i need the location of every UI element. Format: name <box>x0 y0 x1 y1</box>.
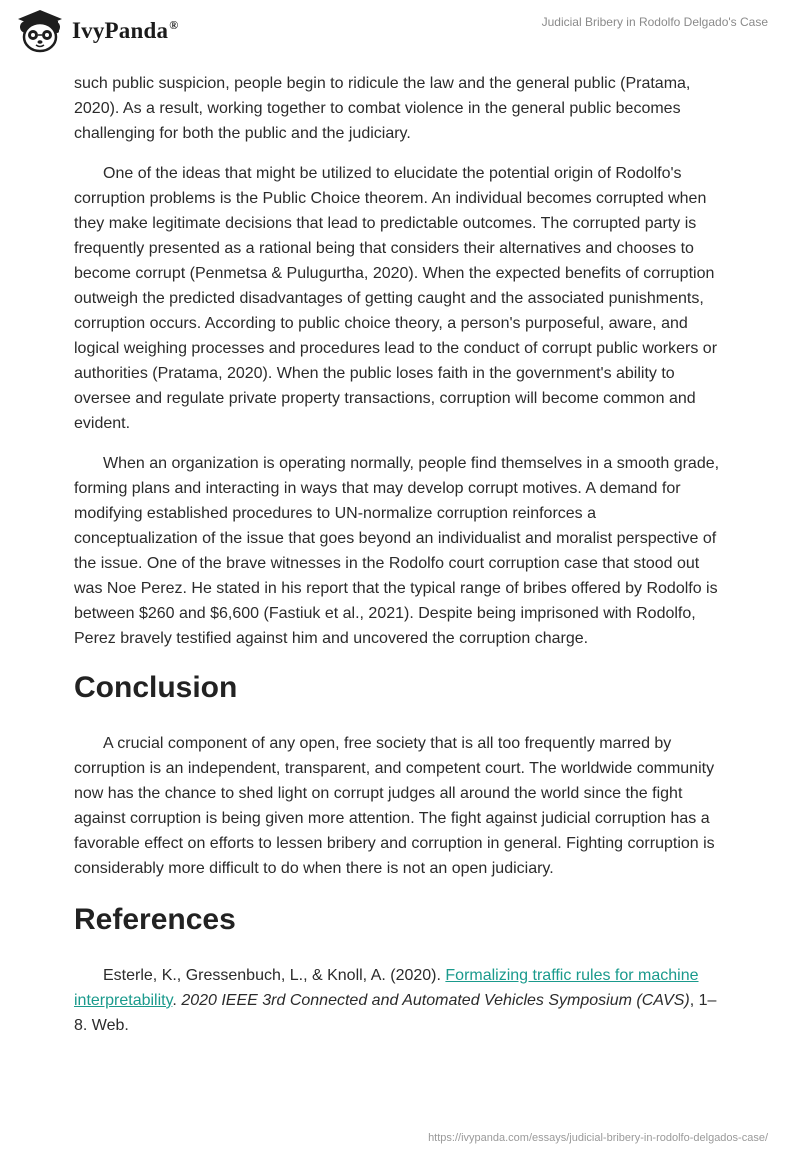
conclusion-paragraph: A crucial component of any open, free society that is all too frequently marred by corruption is an independent, transparent, and competent court. The worldwide community now has the chance to shed light on corrupt judges all around the world since the fight against corruption is being given more attention. The fight against judicial corruption has a favorable effect on efforts to lessen bribery and corruption in general. Fighting corruption is considerably more difficult to do when there is not an open judiciary. <box>74 735 715 877</box>
footer-url[interactable]: https://ivypanda.com/essays/judicial-bribery-in-rodolfo-delgados-case/ <box>428 1132 768 1144</box>
reference-venue: 2020 IEEE 3rd Connected and Automated Vehicles Symposium (CAVS) <box>181 992 690 1009</box>
reference-entry <box>74 963 724 1038</box>
conclusion-heading: Conclusion <box>74 671 238 704</box>
reference-separator: . <box>172 992 182 1009</box>
reference-link[interactable]: Formalizing traffic rules for machine interpretability <box>74 967 699 1009</box>
panda-graduate-icon <box>16 8 64 54</box>
article-body <box>74 71 724 1038</box>
reference-tail: , 1–8. Web. <box>74 992 717 1034</box>
document-title: Judicial Bribery in Rodolfo Delgado's Case <box>541 15 768 29</box>
paragraph-public-choice: One of the ideas that might be utilized to elucidate the potential origin of Rodolfo's corruption problems is the Public Choice theorem. An individual becomes corrupted when they make legitimate decisions that lead to predictable outcomes. The corrupted party is frequently presented as a rational being that considers their alternatives and chooses to become corrupt (Penmetsa & Pulugurtha, 2020). When the expected benefits of corruption outweigh the predicted disadvantages of getting caught and the associated punishments, corruption occurs. According to public choice theory, a person's purposeful, aware, and logical weighing processes and procedures lead to the conduct of corrupt public workers or authorities (Pratama, 2020). When the public loses faith in the government's ability to oversee and regulate private property transactions, corruption will become common and evident. <box>74 165 718 432</box>
reference-authors: Esterle, K., Gressenbuch, L., & Knoll, A. (2020). <box>103 967 446 984</box>
references-heading: References <box>74 903 236 936</box>
paragraph-organization: When an organization is operating normally, people find themselves in a smooth grade, forming plans and interacting in ways that may develop corrupt motives. A demand for modifying established procedures to UN-normalize corruption reinforces a conceptualization of the issue that goes beyond an individualist and moralist perspective of the issue. One of the brave witnesses in the Rodolfo court corruption case that stood out was Noe Perez. He stated in his report that the typical range of bribes offered by Rodolfo is between $260 and $6,600 (Fastiuk et al., 2021). Despite being imprisoned with Rodolfo, Perez bravely testified against him and uncovered the corruption charge. <box>74 455 720 647</box>
site-logo[interactable] <box>16 8 178 54</box>
brand-name: IvyPanda® <box>72 18 179 43</box>
paragraph-continued: such public suspicion, people begin to ridicule the law and the general public (Pratama, 2020). As a result, working together to combat violence in the general public becomes challenging for both the public and the judiciary. <box>74 75 691 142</box>
